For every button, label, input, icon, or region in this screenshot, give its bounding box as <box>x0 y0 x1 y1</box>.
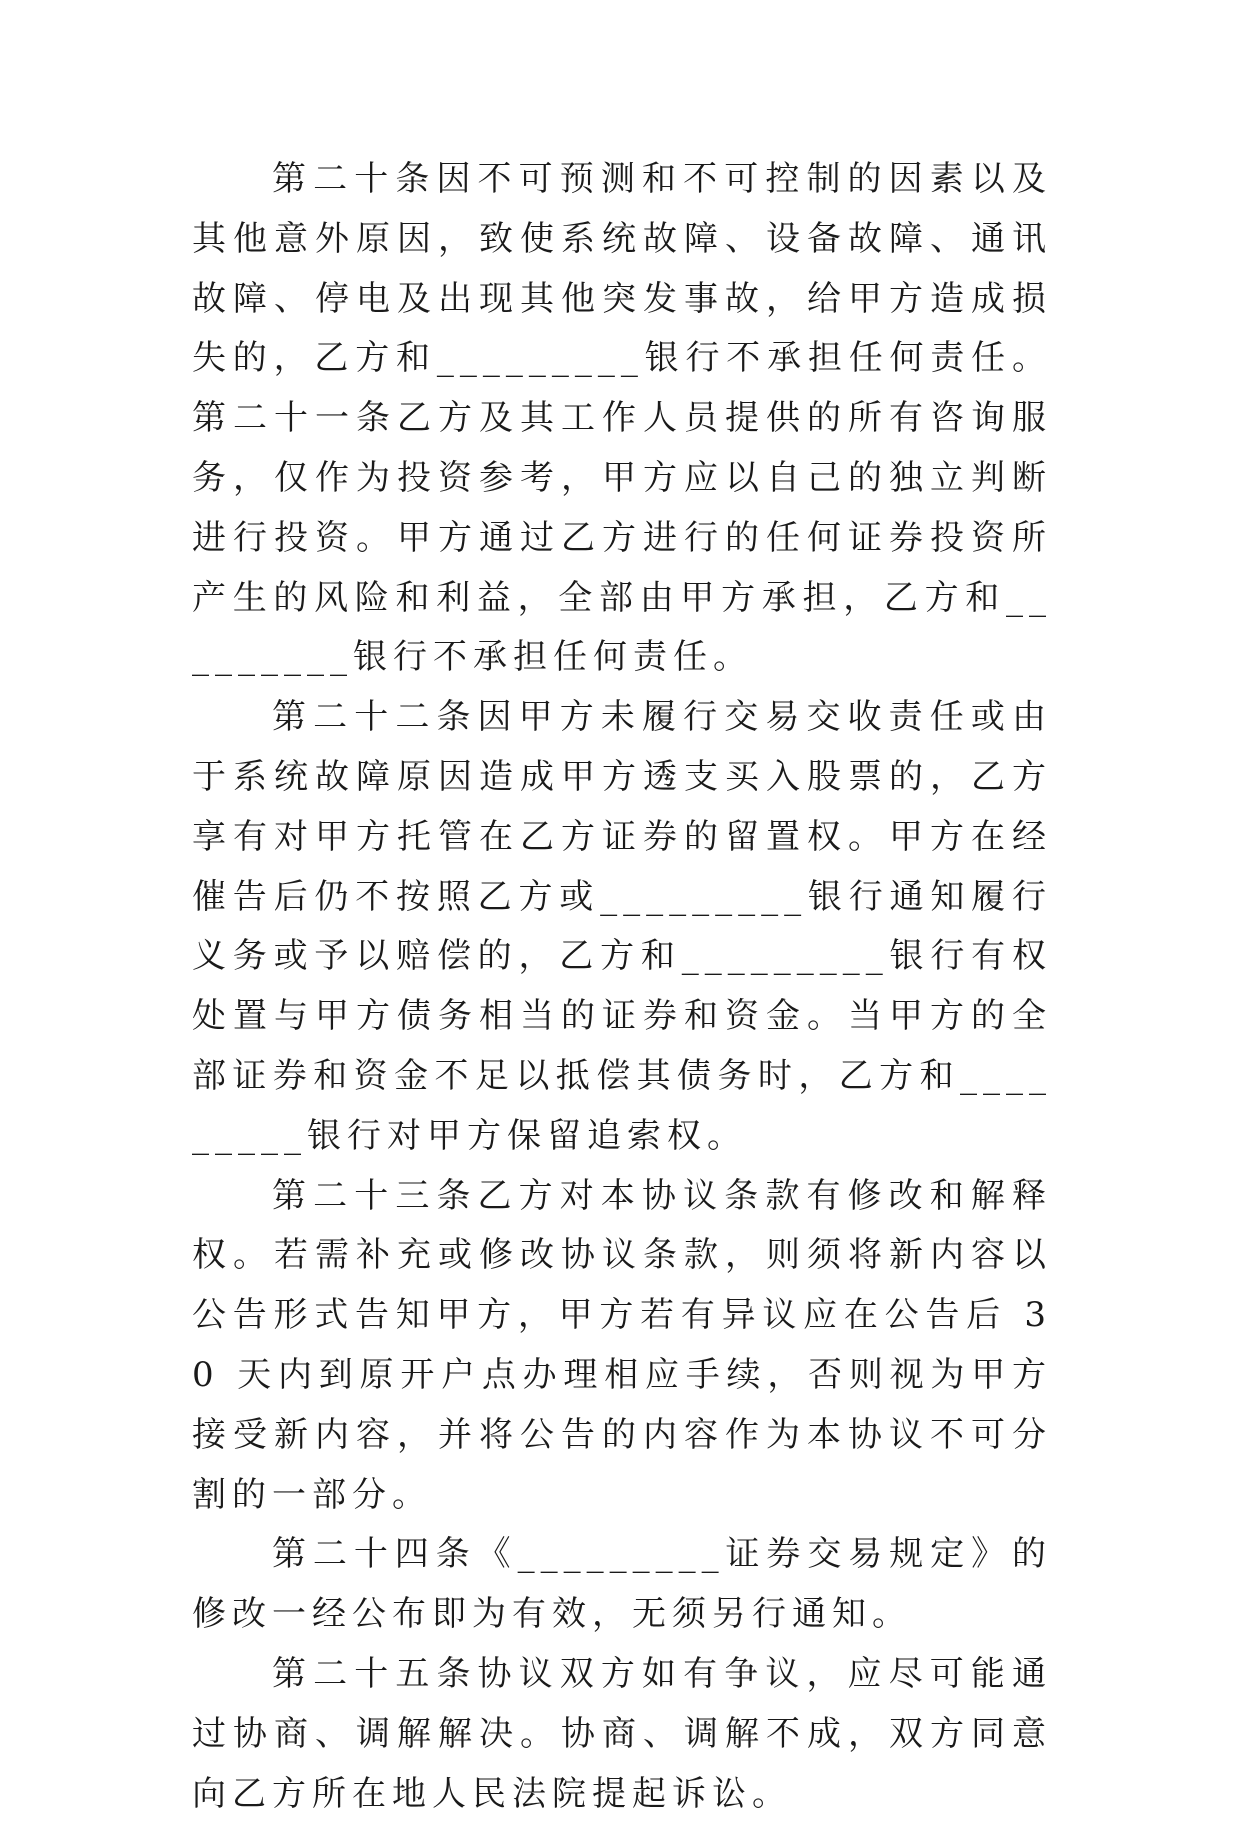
paragraph-article-22: 第二十二条因甲方未履行交易交收责任或由于系统故障原因造成甲方透支买入股票的，乙方享有对甲方托管在乙方证券的留置权。甲方在经催告后仍不按照乙方或_________银行通知履行义务或予以赔偿的，乙方和_________银行有权处置与甲方债务相当的证券和资金。当甲方的全部证券和资金不足以抵偿其债务时，乙方和_________银行对甲方保留追索权。 <box>192 697 1052 1156</box>
paragraph-article-24: 第二十四条《_________证券交易规定》的修改一经公布即为有效，无须另行通知。 <box>192 1534 1052 1635</box>
document-body <box>192 150 1052 1824</box>
paragraph-article-20-21: 第二十条因不可预测和不可控制的因素以及其他意外原因，致使系统故障、设备故障、通讯故障、停电及出现其他突发事故，给甲方造成损失的，乙方和_________银行不承担任何责任。第二十一条乙方及其工作人员提供的所有咨询服务，仅作为投资参考，甲方应以自己的独立判断进行投资。甲方通过乙方进行的任何证券投资所产生的风险和利益，全部由甲方承担，乙方和_________银行不承担任何责任。 <box>192 159 1052 678</box>
paragraph-article-23: 第二十三条乙方对本协议条款有修改和解释权。若需补充或修改协议条款，则须将新内容以公告形式告知甲方，甲方若有异议应在公告后 30 天内到原开户点办理相应手续，否则视为甲方接受新内容，并将公告的内容作为本协议不可分割的一部分。 <box>192 1175 1052 1515</box>
paragraph-article-25: 第二十五条协议双方如有争议，应尽可能通过协商、调解解决。协商、调解不成，双方同意向乙方所在地人民法院提起诉讼。 <box>192 1653 1052 1814</box>
